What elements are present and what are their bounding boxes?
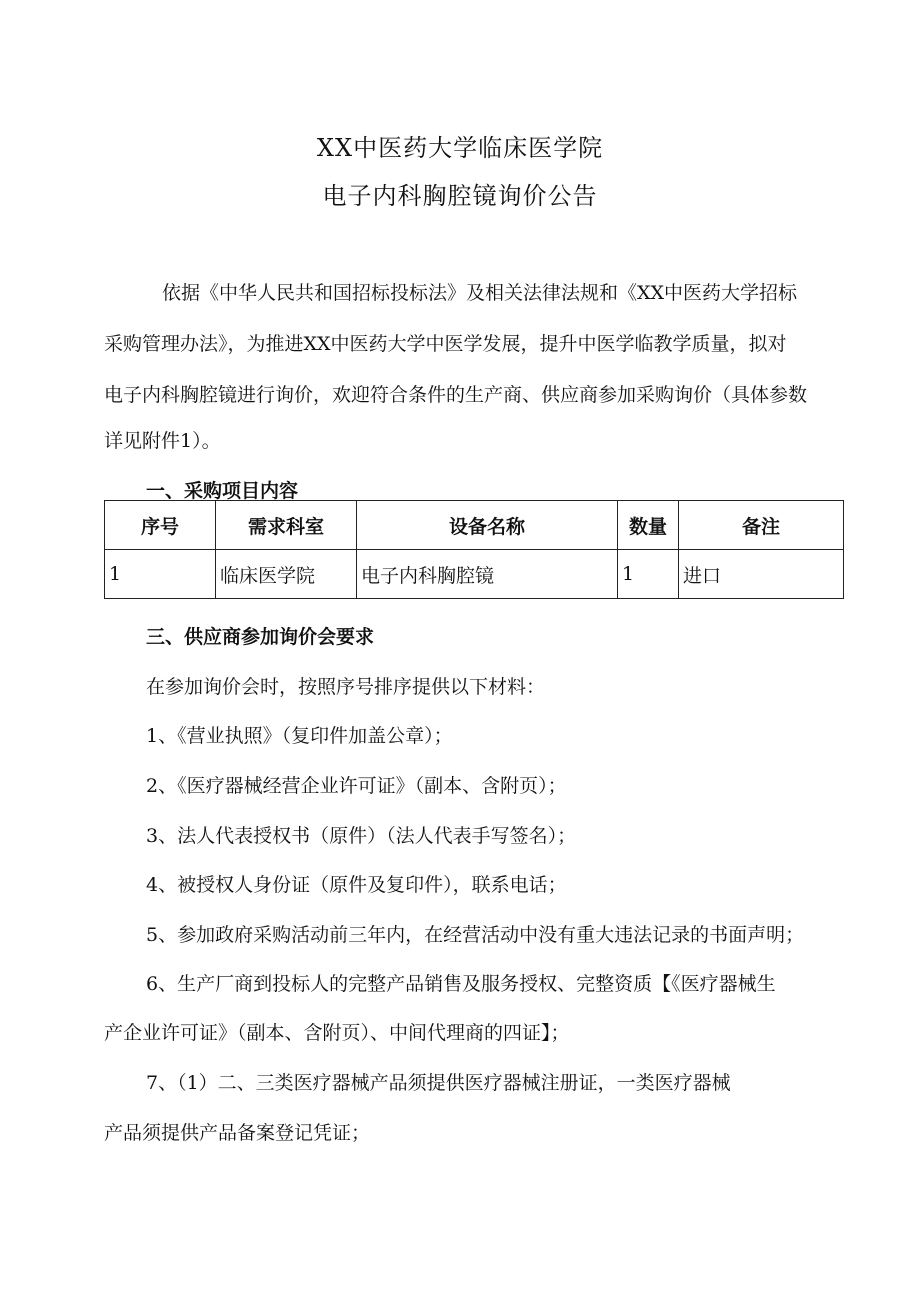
- document-title-institution: XX中医药大学临床医学院: [316, 134, 604, 162]
- requirement-item: 6、生产厂商到投标人的完整产品销售及服务授权、完整资质【《医疗器械生: [146, 973, 776, 995]
- section-heading-requirements: 三、供应商参加询价会要求: [146, 626, 375, 648]
- table-cell: 1: [618, 550, 679, 599]
- procurement-table: [104, 500, 844, 599]
- requirement-item: 5、参加政府采购活动前三年内，在经营活动中没有重大违法记录的书面声明；: [146, 924, 805, 946]
- table-cell: 临床医学院: [216, 550, 357, 599]
- intro-line: 采购管理办法》，为推进XX中医药大学中医学发展，提升中医学临教学质量，拟对: [104, 333, 787, 355]
- table-header-cell: 设备名称: [357, 501, 618, 550]
- table-header-cell: 需求科室: [216, 501, 357, 550]
- section-heading-procurement: 一、采购项目内容: [146, 480, 299, 502]
- table-header-cell: 序号: [105, 501, 216, 550]
- requirement-item-continuation: 产企业许可证》（副本、含附页）、中间代理商的四证】；: [104, 1022, 570, 1044]
- requirement-item: 4、被授权人身份证（原件及复印件），联系电话；: [146, 874, 567, 896]
- table-cell: 电子内科胸腔镜: [357, 550, 618, 599]
- table-cell: 进口: [679, 550, 844, 599]
- requirement-item-continuation: 产品须提供产品备案登记凭证；: [104, 1122, 371, 1144]
- table-header-cell: 备注: [679, 501, 844, 550]
- intro-line: 电子内科胸腔镜进行询价，欢迎符合条件的生产商、供应商参加采购询价（具体参数: [104, 384, 808, 406]
- table-cell: 1: [105, 550, 216, 599]
- requirement-item: 1、《营业执照》（复印件加盖公章）；: [146, 725, 453, 747]
- intro-line: 依据《中华人民共和国招标投标法》及相关法律法规和《XX中医药大学招标: [162, 282, 798, 304]
- requirement-item: 2、《医疗器械经营企业许可证》（副本、含附页）；: [146, 775, 567, 797]
- requirement-item: 3、法人代表授权书（原件）（法人代表手写签名）；: [146, 825, 577, 847]
- table-row: [105, 550, 844, 599]
- requirement-item: 7、（1）二、三类医疗器械产品须提供医疗器械注册证，一类医疗器械: [146, 1072, 731, 1094]
- table-header-row: [105, 501, 844, 550]
- table-header-cell: 数量: [618, 501, 679, 550]
- intro-line: 详见附件1）。: [104, 430, 221, 452]
- document-title-subject: 电子内科胸腔镜询价公告: [322, 182, 598, 210]
- requirements-intro: 在参加询价会时，按照序号排序提供以下材料：: [146, 676, 546, 698]
